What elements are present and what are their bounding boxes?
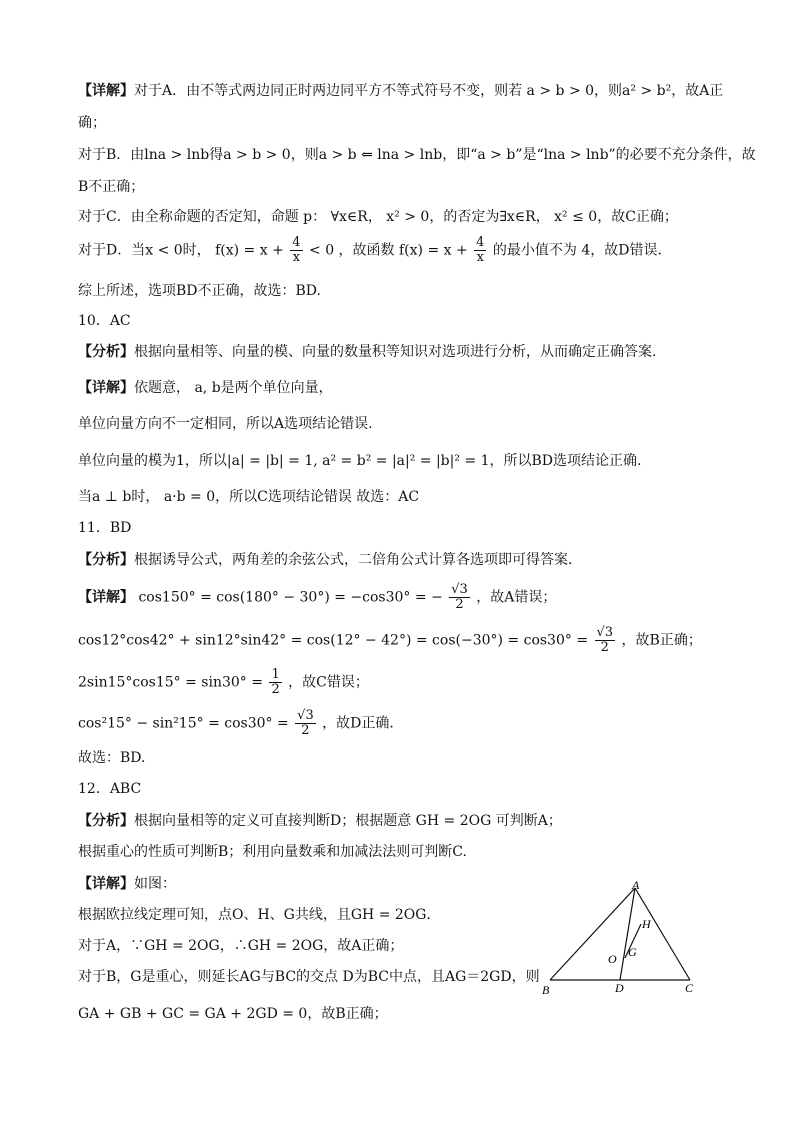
text-line-18: 2sin15°cos15° = sin30° = $\frac{1}{2}$ ，故C错误； bbox=[78, 667, 369, 697]
label-G: G bbox=[628, 945, 637, 959]
label-B: B bbox=[542, 983, 550, 997]
text-line-6: 对于D．当x < 0时， f(x) = x + $\frac{4}{x}$ < 0 ，故函数 f(x) = x + $\frac{4}{x}$ 的最小值不为 4，故D错误． bbox=[78, 235, 672, 265]
fraction: $\frac{√3}{2}$ bbox=[297, 708, 314, 738]
text-line-5: 对于C．由全称命题的否定知，命题 p： ∀x∈R， x² > 0，的否定为∃x∈R， x² ≤ 0，故C正确； bbox=[78, 209, 678, 225]
text-line-15: 【分析】根据诱导公式，两角差的余弦公式，二倍角公式计算各选项即可得答案． bbox=[78, 552, 582, 568]
text-line-22: 【分析】根据向量相等的定义可直接判断D；根据题意 GH = 2OG 可判断A； bbox=[78, 813, 562, 829]
text-line-2: 确； bbox=[78, 115, 106, 131]
text-line-11: 单位向量方向不一定相同，所以A选项结论错误. bbox=[78, 416, 373, 432]
triangle-figure bbox=[540, 878, 740, 1003]
question-number-12: 12．ABC bbox=[78, 781, 142, 797]
label-O: O bbox=[608, 952, 617, 966]
label-H: H bbox=[642, 917, 651, 931]
text-line-7: 综上所述，选项BD不正确，故选：BD. bbox=[78, 283, 321, 299]
text-line-28: GA + GB + GC = GA + 2GD = 0，故B正确； bbox=[78, 1006, 388, 1022]
question-number-10: 10．AC bbox=[78, 313, 131, 329]
text-line-16: 【详解】 cos150° = cos(180° − 30°) = −cos30° = − $\frac{√3}{2}$ ，故A错误； bbox=[78, 582, 557, 612]
text-line-25: 根据欧拉线定理可知，点O、H、G共线，且GH = 2OG． bbox=[78, 907, 441, 923]
question-number-11: 11．BD bbox=[78, 520, 132, 536]
label-A: A bbox=[632, 878, 640, 892]
text-line-3: 对于B．由lna > lnb得a > b > 0，则a > b ⇐ lna > lnb，即“a > b”是“lna > lnb”的必要不充分条件，故 bbox=[78, 147, 756, 163]
label-D: D bbox=[615, 981, 624, 995]
text-line-17: cos12°cos42° + sin12°sin42° = cos(12° − 42°) = cos(−30°) = cos30° = $\frac{√3}{2}$ ，故B正确； bbox=[78, 625, 702, 655]
text-line-23: 根据重心的性质可判断B；利用向量数乘和加减法法则可判断C. bbox=[78, 844, 467, 860]
text-line-26: 对于A，∵GH = 2OG，∴GH = 2OG，故A正确； bbox=[78, 938, 404, 954]
text-line-9: 【分析】根据向量相等、向量的模、向量的数量积等知识对选项进行分析，从而确定正确答案. bbox=[78, 344, 657, 360]
fraction: $\frac{4}{x}$ bbox=[292, 235, 301, 265]
fraction: $\frac{4}{x}$ bbox=[476, 235, 485, 265]
text-line-24: 【详解】如图： bbox=[78, 876, 176, 892]
text-line-27: 对于B，G是重心，则延长AG与BC的交点 D为BC中点，且AG＝2GD，则 bbox=[78, 969, 540, 985]
fraction: $\frac{√3}{2}$ bbox=[596, 625, 614, 655]
text-line-1: 【详解】对于A．由不等式两边同正时两边同平方不等式符号不变，则若 a > b > 0，则a² > b²，故A正 bbox=[78, 83, 724, 99]
text-line-20: 故选：BD. bbox=[78, 750, 146, 766]
text-line-10: 【详解】依题意， a, b是两个单位向量， bbox=[78, 380, 333, 396]
fraction: $\frac{√3}{2}$ bbox=[451, 582, 468, 612]
text-line-13: 当a ⊥ b时， a·b = 0，所以C选项结论错误 故选：AC bbox=[78, 489, 420, 505]
label-C: C bbox=[685, 981, 694, 995]
text-line-4: B不正确； bbox=[78, 179, 145, 195]
fraction: $\frac{1}{2}$ bbox=[271, 667, 280, 697]
text-line-12: 单位向量的模为1，所以|a| = |b| = 1, a² = b² = |a|² = |b|² = 1，所以BD选项结论正确. bbox=[78, 453, 642, 469]
text-line-19: cos²15° − sin²15° = cos30° = $\frac{√3}{2}$ ，故D正确． bbox=[78, 708, 404, 738]
